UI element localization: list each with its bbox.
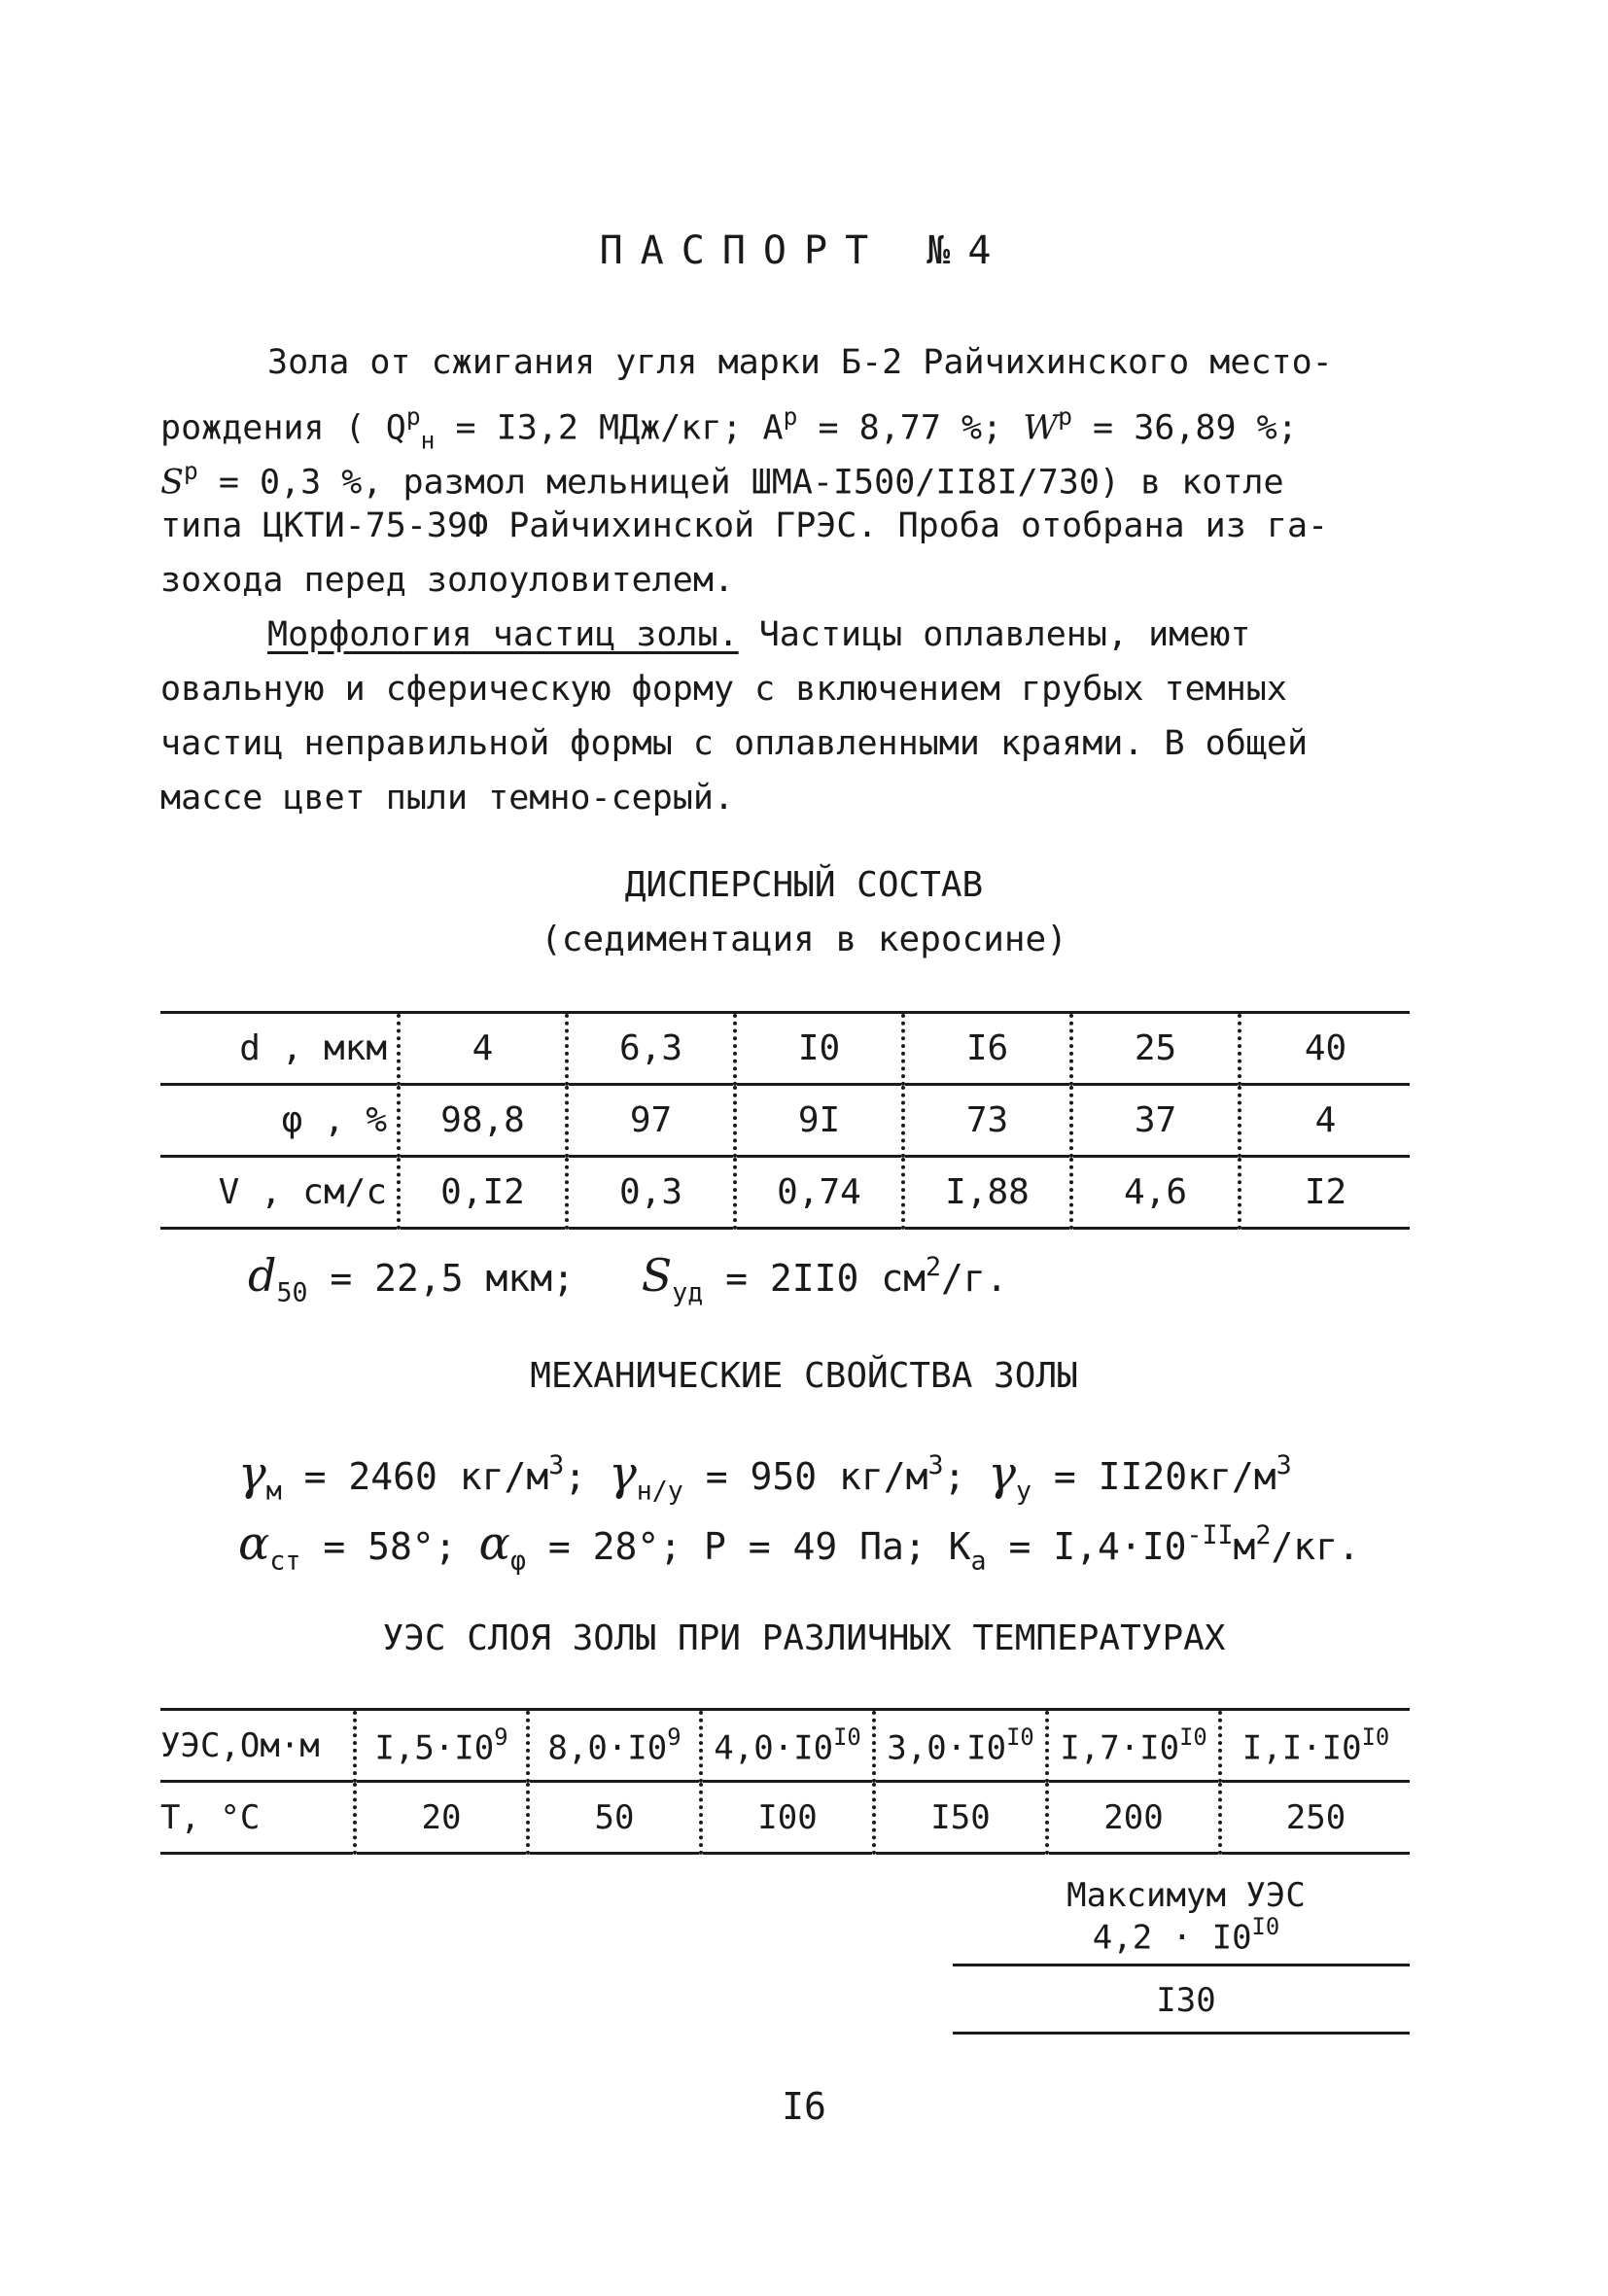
morphology-line-1: Морфология частиц золы. Частицы оплавлены, имеют: [267, 615, 1251, 654]
d50-formula: $d_{50} = 22,5$ мкм; $S_{уд} = 2II0$ $см^2/г$.: [248, 1249, 1008, 1308]
table-cell: 25: [1071, 1014, 1240, 1085]
table-cell: 4: [1240, 1085, 1410, 1157]
mechanical-title: МЕХАНИЧЕСКИЕ СВОЙСТВА ЗОЛЫ: [530, 1356, 1078, 1396]
table-row: [160, 1085, 1410, 1157]
table-cell: $I,7\cdot I0^{I0}$: [1047, 1711, 1220, 1782]
page-number: I6: [782, 2085, 826, 2128]
table-cell: 73: [903, 1085, 1071, 1157]
max-resistivity-rule: [953, 1964, 1410, 1966]
table-cell: 40: [1240, 1014, 1410, 1085]
row-label: УЭС,Ом·м: [160, 1711, 355, 1782]
table-cell: 250: [1220, 1782, 1410, 1854]
morphology-line-4: массе цвет пыли темно-серый.: [160, 779, 735, 818]
intro-line-2: рождения ( $Q^р_н = I3,2$ МДж/кг; $А^р = 8,77$ %; $W^р = 36,89$ %;: [160, 402, 1298, 455]
table-cell: 0,3: [567, 1157, 735, 1229]
table-cell: 98,8: [399, 1085, 567, 1157]
dispersion-subtitle: (седиментация в керосине): [541, 920, 1067, 959]
mechanical-line-2: $\alpha_{ст} = 58^\circ$; $\alpha_\varphi = 28^\circ$; Р = 49 Па; $К_а = I,4\cdot I0^{-II}м^2/кг$.: [238, 1516, 1360, 1577]
resistivity-title: УЭС СЛОЯ ЗОЛЫ ПРИ РАЗЛИЧНЫХ ТЕМПЕРАТУРАХ: [382, 1618, 1226, 1658]
morphology-line-3: частиц неправильной формы с оплавленными краями. В общей: [160, 724, 1309, 763]
table-cell: I2: [1240, 1157, 1410, 1229]
table-cell: 37: [1071, 1085, 1240, 1157]
table-cell: $I,I\cdot I0^{I0}$: [1220, 1711, 1410, 1782]
table-cell: I6: [903, 1014, 1071, 1085]
intro-line-5: зохода перед золоуловителем.: [160, 561, 735, 600]
row-label: Т, °С: [160, 1782, 355, 1854]
max-resistivity-value: $4,2 \cdot I0^{I0}$: [1092, 1913, 1280, 1958]
max-resistivity-label: Максимум УЭС: [1066, 1876, 1306, 1915]
table-cell: $I,5\cdot I0^9$: [355, 1711, 528, 1782]
table-cell: $3,0\cdot I0^{I0}$: [874, 1711, 1047, 1782]
table-row: [160, 1014, 1410, 1085]
table-cell: I50: [874, 1782, 1047, 1854]
row-label: d , мкм: [160, 1014, 399, 1085]
table-cell: $4,0\cdot I0^{I0}$: [701, 1711, 874, 1782]
intro-line-3: $S^р = 0,3$ %, размол мельницей ШМА-I500/II8I/730) в котле: [160, 457, 1284, 503]
table-row: [160, 1711, 1410, 1782]
dispersion-table: [160, 1014, 1410, 1230]
table-row: [160, 1782, 1410, 1854]
document-title: ПАСПОРТ №4: [599, 228, 1009, 273]
dispersion-title: ДИСПЕРСНЫЙ СОСТАВ: [624, 865, 984, 905]
mechanical-line-1: $\gamma_м = 2460$ $кг/м^3$; $\gamma_{н/у} = 950$ $кг/м^3$; $\gamma_у = II20кг/м^3$: [238, 1446, 1292, 1507]
morphology-line-2: овальную и сферическую форму с включением грубых темных: [160, 670, 1287, 709]
table-cell: 200: [1047, 1782, 1220, 1854]
morphology-heading: Морфология частиц золы.: [267, 615, 739, 654]
table-cell: 4: [399, 1014, 567, 1085]
max-resistivity-temperature: I30: [1156, 1981, 1216, 2020]
table-cell: 97: [567, 1085, 735, 1157]
table-cell: 9I: [735, 1085, 903, 1157]
intro-line-4: типа ЦКТИ-75-39Ф Райчихинской ГРЭС. Проба отобрана из га-: [160, 506, 1329, 545]
table-cell: I00: [701, 1782, 874, 1854]
row-label: V , см/с: [160, 1157, 399, 1229]
table-cell: I,88: [903, 1157, 1071, 1229]
table-cell: 6,3: [567, 1014, 735, 1085]
max-resistivity-bottom-rule: [953, 2032, 1410, 2035]
table-cell: 0,74: [735, 1157, 903, 1229]
table-row: [160, 1157, 1410, 1229]
resistivity-table: [160, 1711, 1410, 1855]
table-cell: $8,0\cdot I0^9$: [528, 1711, 701, 1782]
table-cell: 0,I2: [399, 1157, 567, 1229]
table-cell: I0: [735, 1014, 903, 1085]
intro-line-1: Зола от сжигания угля марки Б-2 Райчихинского место-: [267, 343, 1333, 382]
table-cell: 20: [355, 1782, 528, 1854]
table-cell: 50: [528, 1782, 701, 1854]
row-label: φ , %: [160, 1085, 399, 1157]
table-cell: 4,6: [1071, 1157, 1240, 1229]
